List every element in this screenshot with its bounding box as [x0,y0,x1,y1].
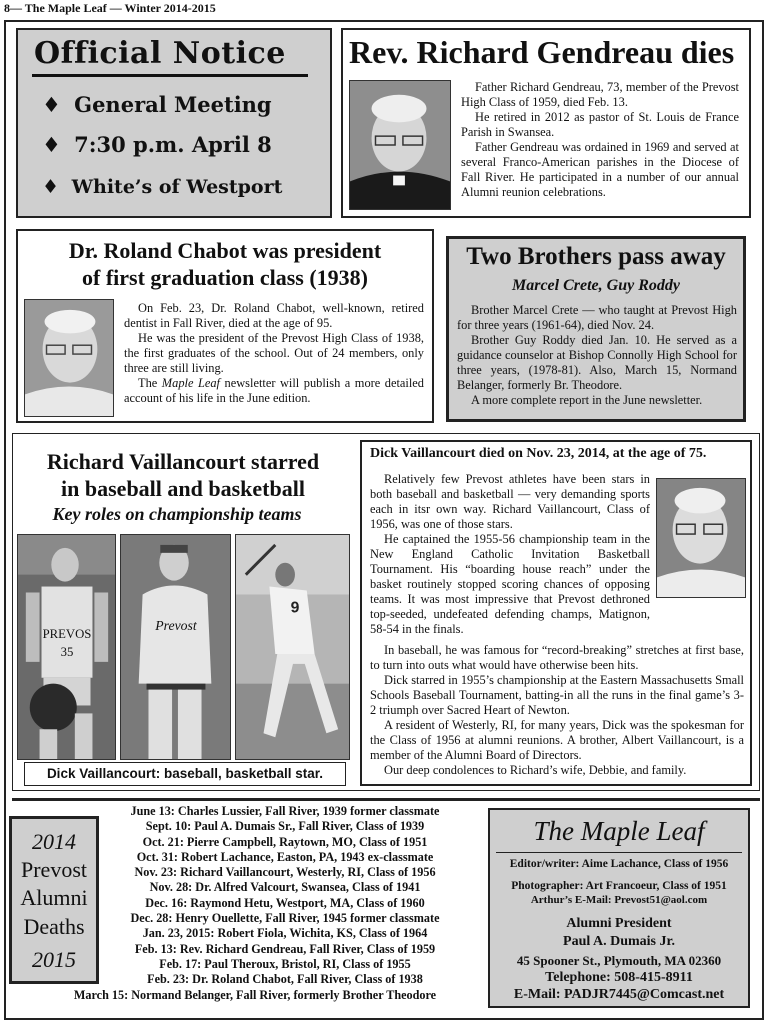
list-item: Dec. 16: Raymond Hetu, Westport, MA, Class of 1960 [145,895,425,910]
article-paragraph: Relatively few Prevost athletes have been stars in both baseball and basketball — very demanding sports each in itsr own way. Richard Vaillancourt, Class of 1956, was one of those stars. [370,472,650,531]
photo-caption: Dick Vaillancourt: baseball, basketball star. [46,766,324,781]
diamond-bullet-icon: ♦ [42,92,61,117]
vaillancourt-article-bottom [370,643,744,778]
article-paragraph: Father Gendreau was ordained in 1969 and served at several Franco-American parishes in the Diocese of Fall River. He participated in a number of our annual Alumni reunion celebrations. [461,140,739,199]
deaths-year-top: 2014 [32,829,76,854]
vaillancourt-died-headline: Dick Vaillancourt died on Nov. 23, 2014, at the age of 75. [370,446,707,461]
deaths-year-bottom: 2015 [32,947,76,972]
deaths-title-line2: Alumni [20,885,88,910]
photo-caption-box [24,762,346,786]
masthead-box [488,808,750,1008]
list-item: Nov. 28: Dr. Alfred Valcourt, Swansea, Class of 1941 [149,880,421,895]
list-item: Feb. 23: Dr. Roland Chabot, Fall River, Class of 1938 [147,972,423,987]
brothers-subhead: Marcel Crete, Guy Roddy [512,277,680,294]
batting-photo [235,534,350,760]
basketball-photo [17,534,116,760]
chabot-headline [18,237,432,291]
notice-title-rule [32,74,308,77]
list-item: Feb. 17: Paul Theroux, Bristol, RI, Class of 1955 [159,956,411,971]
deaths-list [30,804,480,1003]
list-item: June 13: Charles Lussier, Fall River, 1939 former classmate [130,804,440,818]
gendreau-headline: Rev. Richard Gendreau dies [349,34,735,70]
basketball-jersey-number: 35 [60,644,74,659]
article-paragraph: A more complete report in the June newsletter. [471,393,703,407]
chabot-box [16,229,434,423]
article-paragraph: He was the president of the Prevost High Class of 1938, the first graduates of the school. Out of 24 members, only three are still living. [124,331,424,375]
list-item: Dec. 28: Henry Ouellette, Fall River, 1945 former classmate [130,911,440,926]
page-header [4,1,216,16]
official-notice-box [16,28,332,218]
notice-item [42,92,272,117]
masthead-address: 45 Spooner St., Plymouth, MA 02360 [516,953,722,968]
masthead-telephone: Telephone: 508-415-8911 [545,970,693,985]
list-item: Nov. 23: Richard Vaillancourt, Westerly, RI, Class of 1956 [134,865,436,880]
vaillancourt-headline [16,448,350,502]
masthead-title: The Maple Leaf [533,816,705,846]
notice-item [42,176,282,198]
article-paragraph: Brother Marcel Crete — who taught at Prevost High for three years (1961-64), died Nov. 24. [457,303,737,332]
masthead-photographer-email: Arthur’s E-Mail: Prevost51@aol.com [530,894,708,906]
vaillancourt-headline-line1: Richard Vaillancourt starred [46,449,320,474]
gendreau-article [461,80,739,200]
list-item: Oct. 31: Robert Lachance, Easton, PA, 1943 ex-classmate [136,849,434,864]
newsletter-name: Maple Leaf [161,376,221,390]
brothers-headline: Two Brothers pass away [466,243,726,270]
diamond-bullet-icon: ♦ [42,132,61,157]
article-paragraph: On Feb. 23, Dr. Roland Chabot, well-known, retired dentist in Fall River, died at the age of 95. [124,301,424,330]
article-paragraph: He retired in 2012 as pastor of St. Louis de France Parish in Swansea. [461,110,739,139]
article-paragraph: Father Richard Gendreau, 73, member of the Prevost High Class of 1959, died Feb. 13. [461,80,739,109]
chabot-photo [24,299,114,417]
deaths-title-line1: Prevost [21,857,87,882]
official-notice-title: Official Notice [34,36,286,71]
list-item: Jan. 23, 2015: Robert Fiola, Wichita, KS, Class of 1964 [142,926,428,941]
diamond-bullet-icon: ♦ [42,176,60,198]
baseball-jersey-text: Prevost [155,618,197,634]
vaillancourt-photo [656,478,746,598]
notice-item-text: 7:30 p.m. April 8 [74,132,272,157]
article-paragraph: Dick starred in 1955’s championship at the Eastern Massachusetts Small Schools Baseball Tournament, batting-in all the runs in the final game’s 3-2 triumph over Sacred Heart of Newton. [370,673,744,717]
article-paragraph: Brother Guy Roddy died Jan. 10. He served as a guidance counselor at Bishop Connolly High School for three years, (1978-81). Also, March 15, Normand Belanger, formerly Br. Theodore. [457,333,737,392]
chabot-headline-line1: Dr. Roland Chabot was president [68,238,382,263]
basketball-jersey-text: PREVOS [42,627,92,642]
list-item: Feb. 13: Rev. Richard Gendreau, Fall River, Class of 1959 [134,941,436,956]
page-info: 8— The Maple Leaf — Winter 2014-2015 [4,1,216,15]
article-paragraph: In baseball, he was famous for “record-breaking” stretches at first base, to turn into outs what would have otherwise been hits. [370,643,744,672]
brothers-box [446,236,746,422]
list-item: Sept. 10: Paul A. Dumais Sr., Fall River, Class of 1939 [145,819,425,834]
list-item: Oct. 21: Pierre Campbell, Raytown, MO, Class of 1951 [142,834,428,849]
article-paragraph: He captained the 1955-56 championship team in the New England Catholic Invitation Basketball Tournament. His “boarding house reach” under the basket routinely stopped scoring chances of opposing teams. It was most impressive that Prevost dethroned top-seeded, undefeated defending champs, Matignon, 58-54 in the finals. [370,532,650,636]
notice-item-text: White’s of Westport [71,176,283,198]
masthead-president-label: Alumni President [566,916,672,931]
vaillancourt-article-top [370,472,650,637]
chabot-headline-line2: of first graduation class (1938) [82,265,368,290]
list-item: March 15: Normand Belanger, Fall River, formerly Brother Theodore [73,987,437,1002]
vaillancourt-headline-line2: in baseball and basketball [61,476,305,501]
notice-item-text: General Meeting [74,92,272,117]
article-paragraph: Our deep condolences to Richard’s wife, Debbie, and family. [384,763,687,777]
brothers-article [457,303,737,408]
gendreau-photo [349,80,451,210]
masthead-editor: Editor/writer: Aime Lachance, Class of 1956 [509,858,729,870]
masthead-title-rule [496,852,742,853]
masthead-photographer: Photographer: Art Francoeur, Class of 1951 [511,880,727,892]
vaillancourt-subhead: Key roles on championship teams [52,504,302,524]
masthead-president-name: Paul A. Dumais Jr. [563,934,675,949]
gendreau-box [341,28,751,218]
vaillancourt-article-box [360,440,752,786]
deaths-title-line3: Deaths [23,914,85,939]
batting-jersey-number: 9 [290,599,300,617]
notice-item [42,132,272,157]
article-paragraph: A resident of Westerly, RI, for many years, Dick was the spokesman for the Class of 1956 at alumni reunions. A brother, Albert Vaillancourt, is a member of the Alumni Board of Directors. [370,718,744,762]
section-divider [12,798,760,801]
chabot-article [124,301,424,406]
masthead-email: E-Mail: PADJR7445@Comcast.net [513,987,725,1002]
article-paragraph: The Maple Leaf newsletter will publish a more detailed account of his life in the June edition. [124,376,425,405]
baseball-photo [120,534,231,760]
